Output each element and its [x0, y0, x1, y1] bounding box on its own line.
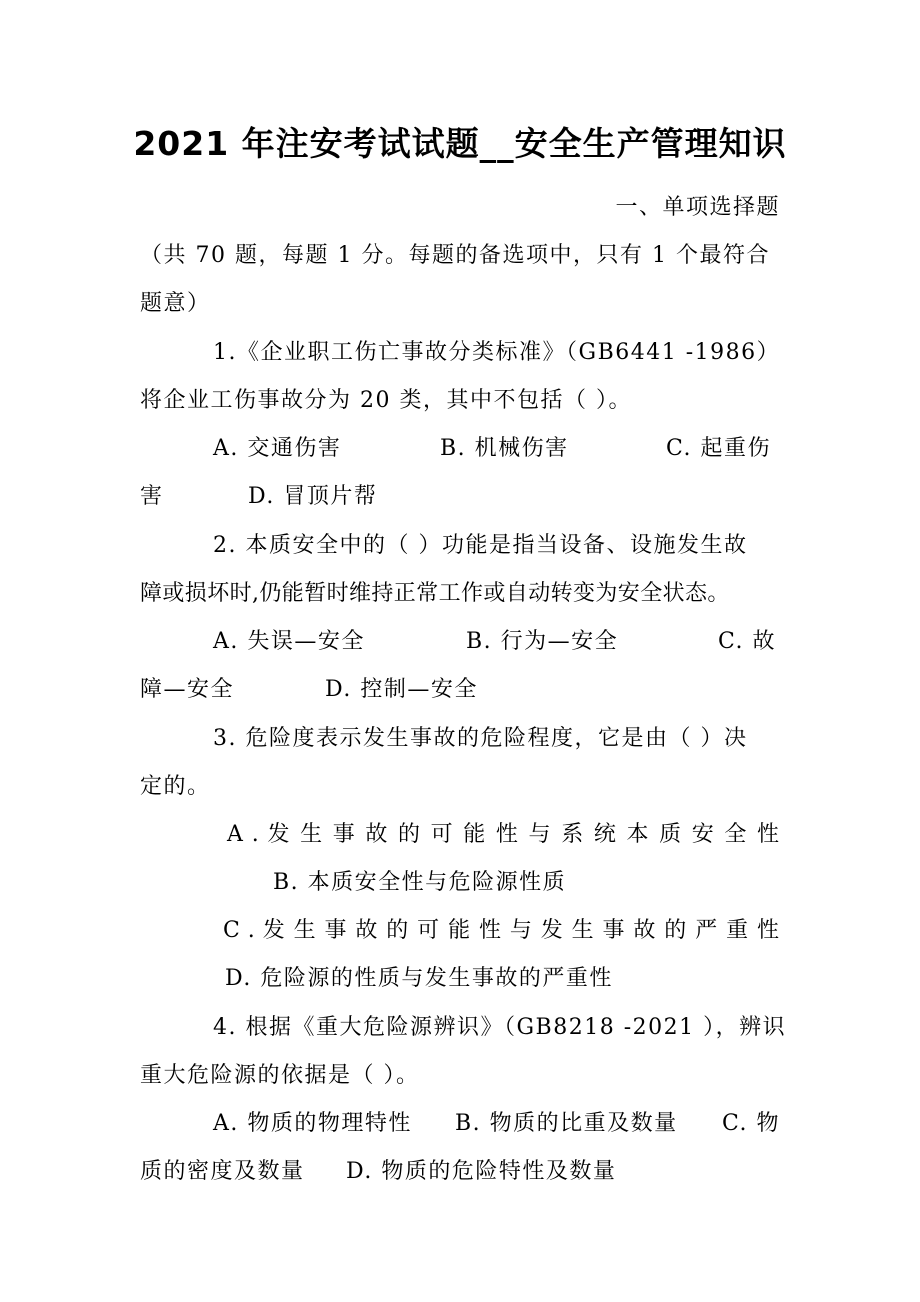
question-4-option-d: D. 物质的危险特性及数量 [346, 1159, 617, 1184]
question-2-stem-line1: 2. 本质安全中的（ ）功能是指当设备、设施发生故 [213, 533, 748, 558]
question-4-stem-line2: 重大危险源的依据是（ ）。 [140, 1063, 420, 1088]
page-title: 2021 年注安考试试题__安全生产管理知识 [133, 124, 787, 163]
question-1-stem-line2: 将企业工伤事故分为 20 类，其中不包括（ ）。 [140, 388, 632, 413]
question-3-option-a: A . 发 生 事 故 的 可 能 性 与 系 统 本 质 安 全 性 [227, 822, 779, 847]
question-2-option-b: B. 行为—安全 [466, 629, 619, 654]
question-3-stem-line1: 3. 危险度表示发生事故的危险程度，它是由（ ）决 [213, 726, 748, 751]
question-2-option-a: A. 失误—安全 [213, 629, 365, 654]
question-3-option-b: B. 本质安全性与危险源性质 [273, 870, 567, 895]
section-instructions-line2: 题意） [140, 291, 211, 316]
question-4-option-c: C. 物 [722, 1111, 781, 1136]
question-1-option-b: B. 机械伤害 [440, 436, 569, 461]
section-heading: 一、单项选择题 [615, 195, 780, 220]
question-1-stem-line1: 1.《企业职工伤亡事故分类标准》（GB6441 -1986） [213, 340, 781, 365]
question-2-option-c: C. 故 [718, 629, 777, 654]
question-4-option-c-cont: 质的密度及数量 [140, 1159, 305, 1184]
question-1-option-c-cont: 害 [140, 484, 164, 509]
question-1-option-a: A. 交通伤害 [213, 436, 342, 461]
question-3-stem-line2: 定的。 [140, 774, 211, 799]
question-1-option-c: C. 起重伤 [666, 436, 772, 461]
section-instructions-line1: （共 70 题，每题 1 分。每题的备选项中，只有 1 个最符合 [140, 243, 770, 268]
question-2-stem-line2: 障或损坏时,仍能暂时维持正常工作或自动转变为安全状态。 [140, 581, 730, 606]
question-2-option-c-cont: 障—安全 [140, 677, 235, 702]
question-4-option-a: A. 物质的物理特性 [213, 1111, 412, 1136]
question-1-option-d: D. 冒顶片帮 [248, 484, 378, 509]
question-2-option-d: D. 控制—安全 [325, 677, 478, 702]
question-4-stem-line1: 4. 根据《重大危险源辨识》（GB8218 -2021 ），辨识 [213, 1015, 787, 1040]
question-4-option-b: B. 物质的比重及数量 [455, 1111, 678, 1136]
question-3-option-d: D. 危险源的性质与发生事故的严重性 [225, 966, 613, 991]
question-3-option-c: C . 发 生 事 故 的 可 能 性 与 发 生 事 故 的 严 重 性 [223, 918, 779, 943]
